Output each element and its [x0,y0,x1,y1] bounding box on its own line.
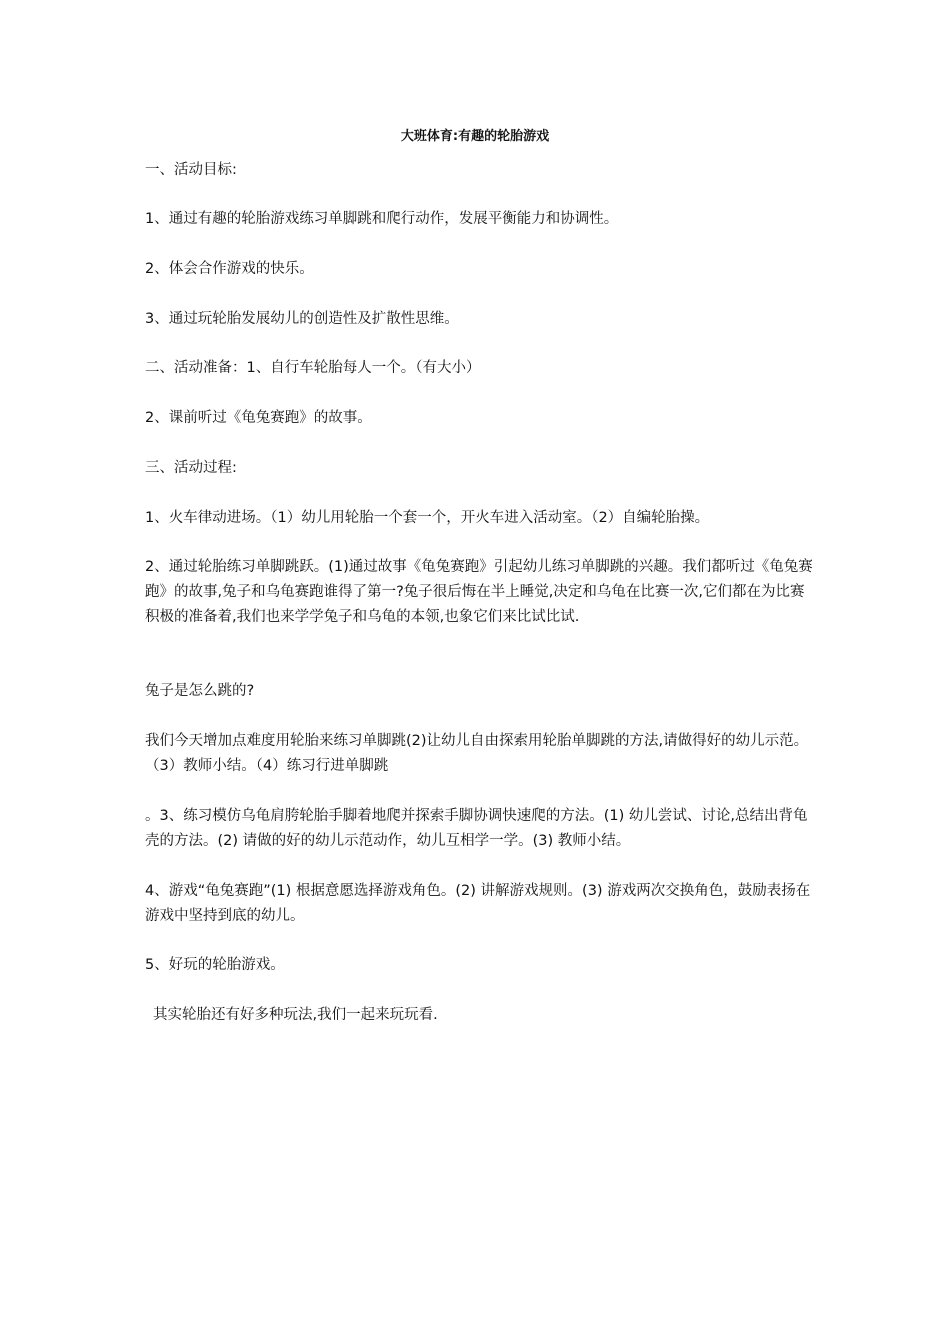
process-step-3: 。3、练习模仿乌龟肩胯轮胎手脚着地爬并探索手脚协调快速爬的方法。(1) 幼儿尝试、讨论,总结出背龟壳的方法。(2) 请做的好的幼儿示范动作，幼儿互相学一学。(3) 教师小结。 [145,808,808,849]
goal-item-3: 3、通过玩轮胎发展幼儿的创造性及扩散性思维。 [145,311,459,327]
process-step-5: 5、好玩的轮胎游戏。 [145,957,285,973]
goal-item-2: 2、体会合作游戏的快乐。 [145,261,314,277]
process-step-2: 2、通过轮胎练习单脚跳跃。(1)通过故事《龟兔赛跑》引起幼儿练习单脚跳的兴趣。我们都听过《龟兔赛跑》的故事,兔子和乌龟赛跑谁得了第一?兔子很后悔在半上睡觉,决定和乌龟在比赛一次,它们都在为比赛积极的准备着,我们也来学学兔子和乌龟的本领,也象它们来比试比试. [145,559,813,625]
section-heading-process: 三、活动过程: [145,460,237,476]
preparation-item-2: 2、课前听过《龟兔赛跑》的故事。 [145,410,372,426]
process-step-1: 1、火车律动进场。（1）幼儿用轮胎一个套一个，开火车进入活动室。（2）自编轮胎操。 [145,510,710,526]
question-paragraph: 兔子是怎么跳的? [145,683,255,699]
section-heading-preparation: 二、活动准备：1、自行车轮胎每人一个。（有大小） [145,360,481,376]
document-title: 大班体育:有趣的轮胎游戏 [400,129,550,144]
goal-item-1: 1、通过有趣的轮胎游戏练习单脚跳和爬行动作，发展平衡能力和协调性。 [145,211,619,227]
section-heading-goals: 一、活动目标: [145,162,237,178]
process-step-4: 4、游戏“龟兔赛跑”(1) 根据意愿选择游戏角色。(2) 讲解游戏规则。(3) 游戏两次交换角色，鼓励表扬在游戏中坚持到底的幼儿。 [145,883,811,924]
closing-paragraph: 其实轮胎还有好多种玩法,我们一起来玩玩看. [153,1007,438,1023]
process-step-2-continued: 我们今天增加点难度用轮胎来练习单脚跳(2)让幼儿自由探索用轮胎单脚跳的方法,请做得好的幼儿示范。（3）教师小结。（4）练习行进单脚跳 [145,733,809,774]
